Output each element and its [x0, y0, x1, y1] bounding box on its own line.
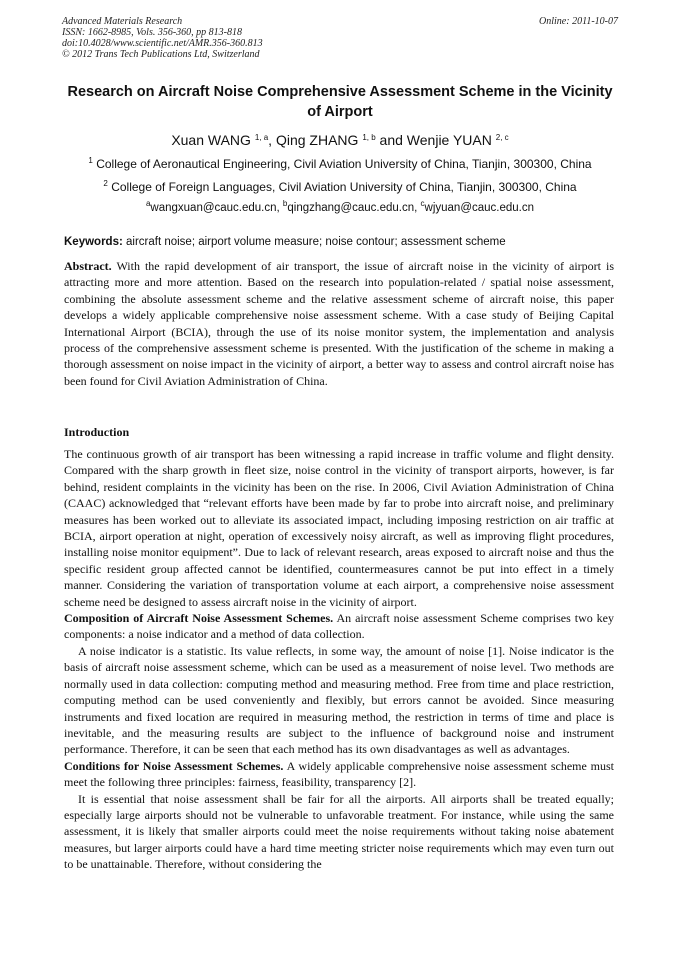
keywords-text: aircraft noise; airport volume measure; noise contour; assessment scheme	[122, 236, 506, 248]
affiliation-2	[62, 180, 618, 195]
email-c-sup: c	[420, 199, 425, 208]
affiliation-1-text: College of Aeronautical Engineering, Civil Aviation University of China, Tianjin, 300300, China	[96, 157, 592, 171]
abstract	[64, 258, 614, 389]
author-2: , Qing ZHANG	[268, 132, 359, 148]
intro-paragraph-1: The continuous growth of air transport has been witnessing a rapid increase in traffic volume and flight density. Compared with the sharp growth in fleet size, noise control in the vicinity of transport airports, however, is far behind, resident complaints in the vicinity has been on the rise. In 2006, Civil Aviation Administration of China (CAAC) acknowledged that “relevant efforts have been made by far to probe into aircraft noise, and preliminary measures has been worked out to alleviate its associated impact, including imposing restriction on air traffic at BCIA, airport operation at night, operation of excessively noisy aircraft, as well as improving flight procedures, installing noise monitor equipment”. Due to lack of relevant research, areas exposed to aircraft noise and thus the specific resident group affected cannot be identified, countermeasures cannot be put into effect in a timely manner. Considering the variation of transportation volume at each airport, a comprehensive noise assessment scheme need be designed to assess aircraft noise in the vicinity of airport.	[64, 447, 614, 609]
email-c[interactable]: wjyuan@cauc.edu.cn	[424, 202, 535, 214]
abstract-label: Abstract.	[64, 259, 112, 273]
composition-text: An aircraft noise assessment Scheme comprises two key components: a noise indicator and a method of data collection.	[64, 611, 615, 642]
conditions-paragraph-2: It is essential that noise assessment shall be fair for all the airports. All airports shall be treated equally; especially large airports should not be vulnerable to unfavorable treatment. For instance, while using the same assessment, it is likely that smaller airports could meet the noise requirements without taking noise abatement measures, but larger airports could have a hard time meeting stricter noise requirements which may even turn out to be unattainable. Therefore, without considering the	[64, 791, 614, 872]
composition-heading: Composition of Aircraft Noise Assessment Schemes.	[64, 611, 334, 626]
issn-line: ISSN: 1662-8985, Vols. 356-360, pp 813-818	[62, 27, 242, 38]
affiliation-2-text: College of Foreign Languages, Civil Aviation University of China, Tianjin, 300300, China	[111, 180, 577, 194]
abstract-text: With the rapid development of air transport, the issue of aircraft noise in the vicinity of airport is attracting more and more attention. Based on the research into population-related / spatial noise assessment, combining the absolute assessment scheme and the relative assessment scheme of aircraft noise, this paper develops a widely applicable comprehensive noise assessment scheme. With a case study of Beijing Capital International Airport (BCIA), through the use of its noise monitor system, the implementation and analysis process of the comprehensive assessment scheme is presented. With the justification of the scheme in making a thorough assessment on noise impact in the vicinity of airport, a better way to assess and control aircraft noise has been found for Civil Aviation Administration of China.	[64, 259, 614, 388]
author-1-sup: 1, a	[254, 133, 269, 142]
affiliation-1	[62, 157, 618, 172]
doi-line[interactable]: doi:10.4028/www.scientific.net/AMR.356-360.813	[62, 38, 263, 49]
conditions-text: A widely applicable comprehensive noise assessment scheme must meet the following three principles: fairness, feasibility, transparency [2].	[64, 758, 614, 790]
introduction-body	[64, 446, 614, 873]
affiliation-1-num: 1	[88, 156, 93, 165]
author-2-sup: 1, b	[362, 133, 376, 142]
keywords	[64, 235, 620, 249]
composition-paragraph	[64, 610, 614, 643]
author-3-sup: 2, c	[495, 133, 509, 142]
email-a[interactable]: wangxuan@cauc.edu.cn,	[150, 202, 283, 214]
email-line	[62, 201, 618, 215]
online-date: Online: 2011-10-07	[539, 16, 618, 27]
email-b[interactable]: qingzhang@cauc.edu.cn,	[287, 202, 421, 214]
author-3: and Wenjie YUAN	[375, 132, 492, 148]
journal-name: Advanced Materials Research	[62, 16, 183, 27]
keywords-label: Keywords:	[64, 236, 123, 248]
section-heading-introduction: Introduction	[64, 425, 130, 439]
email-a-sup: a	[145, 199, 151, 208]
author-1: Xuan WANG	[171, 132, 251, 148]
conditions-paragraph	[64, 758, 614, 791]
composition-paragraph-2: A noise indicator is a statistic. Its value reflects, in some way, the amount of noise [1]. Noise indicator is the basis of aircraft noise assessment scheme, which can be used as a measurement of noise level. Two methods are normally used in data collection: computing method and measuring method. Free from time and place restriction, computing method can be used conveniently and flexibly, but errors cannot be avoided. Since measuring instruments and fixed location are required in measuring method, the restriction in terms of time and place is inevitable, and the measuring results are subject to the influence of background noise and instrument performance. Therefore, it can be seen that each method has its own disadvantages as well as advantages.	[64, 643, 614, 757]
paper-title: Research on Aircraft Noise Comprehensive Assessment Scheme in the Vicinity of Airport	[67, 84, 613, 120]
copyright-line: © 2012 Trans Tech Publications Ltd, Switzerland	[62, 49, 260, 60]
affiliation-2-num: 2	[103, 179, 108, 188]
conditions-heading: Conditions for Noise Assessment Schemes.	[64, 758, 284, 773]
journal-header	[62, 16, 618, 60]
author-line	[62, 131, 618, 149]
email-b-sup: b	[282, 199, 288, 208]
